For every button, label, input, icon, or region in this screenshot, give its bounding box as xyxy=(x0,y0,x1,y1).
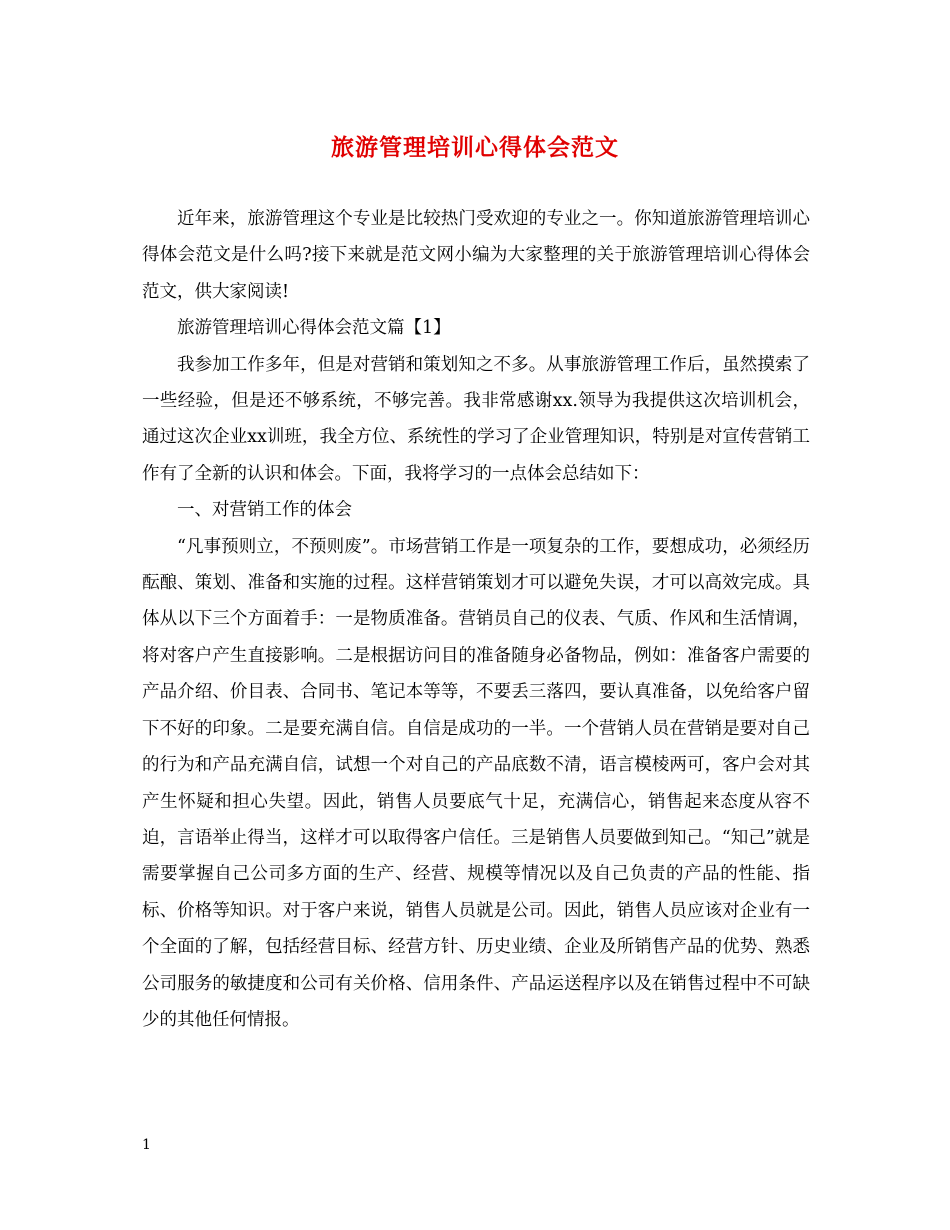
body-paragraph-1: 我参加工作多年，但是对营销和策划知之不多。从事旅游管理工作后，虽然摸索了一些经验，但是还不够系统，不够完善。我非常感谢xx.领导为我提供这次培训机会，通过这次企业xx训班，我全方位、系统性的学习了企业管理知识，特别是对宣传营销工作有了全新的认识和体会。下面，我将学习的一点体会总结如下： xyxy=(142,354,810,484)
page-number: 1 xyxy=(142,1137,151,1153)
body-paragraph-2: “凡事预则立，不预则废”。市场营销工作是一项复杂的工作，要想成功，必须经历酝酿、策划、准备和实施的过程。这样营销策划才可以避免失误，才可以高效完成。具体从以下三个方面着手：一是物质准备。营销员自己的仪表、气质、作风和生活情调，将对客户产生直接影响。二是根据访问目的准备随身必备物品，例如：准备客户需要的产品介绍、价目表、合同书、笔记本等等，不要丢三落四，要认真准备，以免给客户留下不好的印象。二是要充满自信。自信是成功的一半。一个营销人员在营销是要对自己的行为和产品充满自信，试想一个对自己的产品底数不清，语言模棱两可，客户会对其产生怀疑和担心失望。因此，销售人员要底气十足，充满信心，销售起来态度从容不迫，言语举止得当，这样才可以取得客户信任。三是销售人员要做到知己。“知己”就是需要掌握自己公司多方面的生产、经营、规模等情况以及自己负责的产品的性能、指标、价格等知识。对于客户来说，销售人员就是公司。因此，销售人员应该对企业有一个全面的了解，包括经营目标、经营方针、历史业绩、企业及所销售产品的优势、熟悉公司服务的敏捷度和公司有关价格、信用条件、产品运送程序以及在销售过程中不可缺少的其他任何情报。 xyxy=(142,536,810,1030)
intro-paragraph: 近年来，旅游管理这个专业是比较热门受欢迎的专业之一。你知道旅游管理培训心得体会范文是什么吗?接下来就是范文网小编为大家整理的关于旅游管理培训心得体会范文，供大家阅读! xyxy=(142,209,810,302)
section-heading-article-1: 旅游管理培训心得体会范文篇【1】 xyxy=(177,318,451,339)
document-title: 旅游管理培训心得体会范文 xyxy=(331,134,619,161)
subsection-heading-marketing: 一、对营销工作的体会 xyxy=(177,500,352,521)
document-body xyxy=(142,201,810,1038)
